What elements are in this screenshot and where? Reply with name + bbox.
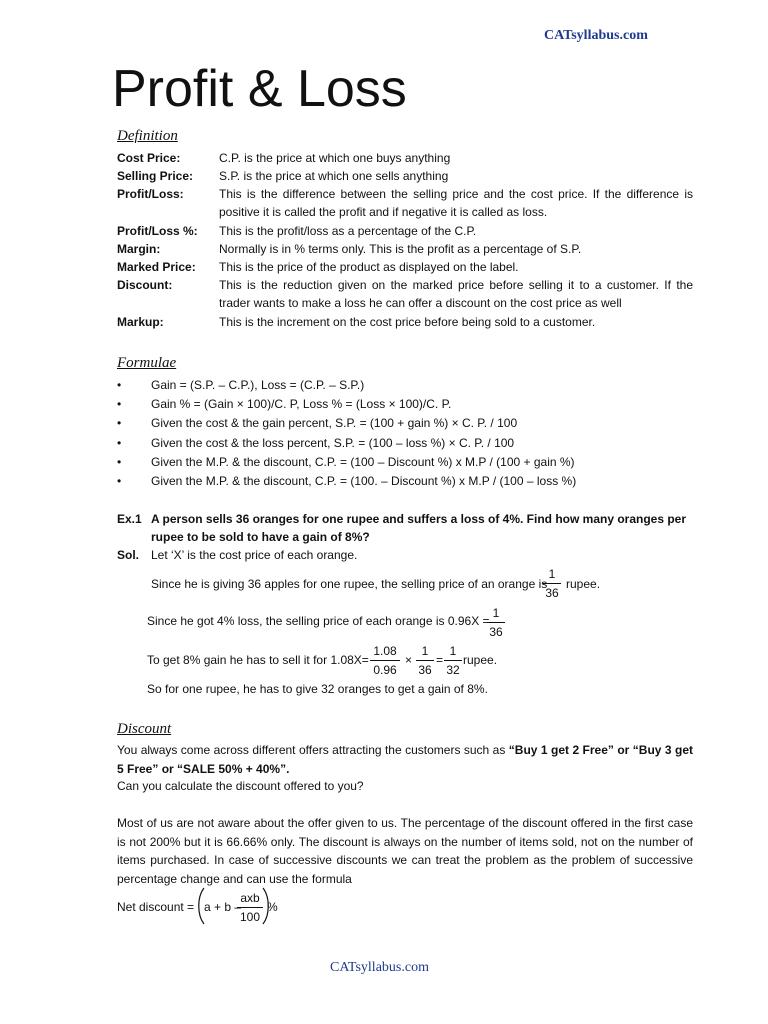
discount-paragraph-2: Most of us are not aware about the offer given to us. The percentage of the discount offered in the first case is not 200% but it is 66.66% only. The discount is always on the number of items sold, not on the number of items purchased. In case of successive discounts we can treat the problem as the problem of successive percentage change and can use the formula bbox=[117, 816, 693, 886]
fraction-denominator: 0.96 bbox=[373, 663, 397, 677]
percent-symbol: % bbox=[267, 900, 278, 914]
term-profit-loss-percent: Profit/Loss %: bbox=[117, 224, 198, 238]
equals-symbol: = bbox=[436, 653, 444, 667]
bullet-icon: • bbox=[117, 474, 122, 488]
site-header-link[interactable]: CATsyllabus.com bbox=[544, 28, 648, 43]
bullet-icon: • bbox=[117, 416, 122, 430]
site-footer-link[interactable]: CATsyllabus.com bbox=[330, 960, 429, 975]
fraction-numerator: axb bbox=[237, 891, 263, 908]
fraction-numerator: 1.08 bbox=[370, 644, 400, 661]
formula-text: Given the M.P. & the discount, C.P. = (100. – Discount %) x M.P / (100 – loss %) bbox=[151, 474, 577, 488]
formula-item bbox=[117, 472, 576, 491]
bullet-icon: • bbox=[117, 455, 122, 469]
net-discount-expression: a + b – bbox=[204, 900, 242, 914]
solution-step3: To get 8% gain he has to sell it for 1.08X= bbox=[147, 653, 369, 667]
discount-offers-text: “Buy 1 get 2 Free” or “Buy 3 get 5 Free” or “SALE 50% + 40%”. bbox=[117, 743, 693, 776]
formula-text: Given the cost & the loss percent, S.P. = (100 – loss %) × C. P. / 100 bbox=[151, 436, 515, 450]
formula-text: Gain = (S.P. – C.P.), Loss = (C.P. – S.P.) bbox=[151, 378, 365, 392]
fraction-one-over-36 bbox=[416, 644, 434, 677]
example-question-line2: rupee to be sold to have a gain of 8%? bbox=[151, 530, 370, 544]
page-title: Profit & Loss bbox=[112, 60, 407, 118]
discount-paragraph-1 bbox=[117, 741, 693, 778]
formula-item bbox=[117, 453, 575, 472]
desc-profit-loss: This is the difference between the selling price and the cost price. If the difference is positive it is called the profit and if negative it is called as loss. bbox=[219, 187, 693, 220]
discount-intro-text: You always come across different offers attracting the customers such as bbox=[117, 743, 509, 757]
times-symbol: × bbox=[405, 653, 413, 667]
fraction-numerator: 1 bbox=[416, 644, 434, 661]
bullet-icon: • bbox=[117, 378, 122, 392]
formula-item bbox=[117, 395, 451, 414]
fraction-108-over-096 bbox=[370, 644, 400, 677]
term-profit-loss: Profit/Loss: bbox=[117, 187, 184, 201]
term-margin: Margin: bbox=[117, 242, 161, 256]
term-markup: Markup: bbox=[117, 315, 164, 329]
desc-profit-loss-percent: This is the profit/loss as a percentage of the C.P. bbox=[219, 224, 477, 238]
fraction-numerator: 1 bbox=[487, 606, 505, 623]
desc-markup: This is the increment on the cost price before being sold to a customer. bbox=[219, 315, 596, 329]
example-label: Ex.1 bbox=[117, 512, 142, 526]
example-question-line1: A person sells 36 oranges for one rupee and suffers a loss of 4%. Find how many oranges per bbox=[151, 512, 687, 526]
term-cost-price: Cost Price: bbox=[117, 151, 181, 165]
formula-item bbox=[117, 376, 364, 395]
solution-step2: Since he got 4% loss, the selling price of each orange is 0.96X = bbox=[147, 614, 490, 628]
fraction-one-over-36 bbox=[487, 606, 505, 639]
fraction-axb-over-100 bbox=[237, 891, 263, 924]
fraction-denominator: 36 bbox=[545, 586, 559, 600]
formula-text: Gain % = (Gain × 100)/C. P, Loss % = (Loss × 100)/C. P. bbox=[151, 397, 452, 411]
desc-selling-price: S.P. is the price at which one sells anything bbox=[219, 169, 449, 183]
fraction-numerator: 1 bbox=[444, 644, 462, 661]
term-marked-price: Marked Price: bbox=[117, 260, 196, 274]
bullet-icon: • bbox=[117, 397, 122, 411]
solution-step1-suffix: rupee. bbox=[566, 577, 601, 591]
term-selling-price: Selling Price: bbox=[117, 169, 194, 183]
net-discount-label: Net discount = bbox=[117, 900, 195, 914]
formula-text: Given the M.P. & the discount, C.P. = (100 – Discount %) x M.P / (100 + gain %) bbox=[151, 455, 575, 469]
solution-step1: Since he is giving 36 apples for one rupee, the selling price of an orange is bbox=[151, 577, 548, 591]
fraction-denominator: 32 bbox=[446, 663, 460, 677]
formula-text: Given the cost & the gain percent, S.P. = (100 + gain %) × C. P. / 100 bbox=[151, 416, 518, 430]
solution-label: Sol. bbox=[117, 548, 140, 562]
desc-discount: This is the reduction given on the marked price before selling it to a customer. If the trader wants to make a loss he can offer a discount on the cost price as well bbox=[219, 278, 693, 311]
definition-heading: Definition bbox=[117, 128, 178, 144]
formula-item bbox=[117, 434, 514, 453]
fraction-one-over-32 bbox=[444, 644, 462, 677]
solution-step4: So for one rupee, he has to give 32 oranges to get a gain of 8%. bbox=[147, 682, 488, 696]
discount-heading: Discount bbox=[117, 721, 172, 737]
desc-cost-price: C.P. is the price at which one buys anything bbox=[219, 151, 451, 165]
fraction-denominator: 100 bbox=[239, 910, 261, 924]
desc-margin: Normally is in % terms only. This is the profit as a percentage of S.P. bbox=[219, 242, 582, 256]
fraction-denominator: 36 bbox=[418, 663, 432, 677]
bullet-icon: • bbox=[117, 436, 122, 450]
solution-line1: Let ‘X’ is the cost price of each orange. bbox=[151, 548, 358, 562]
fraction-numerator: 1 bbox=[543, 567, 561, 584]
formulae-heading: Formulae bbox=[117, 355, 177, 371]
formula-item bbox=[117, 414, 517, 433]
fraction-one-over-36 bbox=[543, 567, 561, 600]
fraction-denominator: 36 bbox=[489, 625, 503, 639]
discount-question: Can you calculate the discount offered to you? bbox=[117, 779, 364, 793]
term-discount: Discount: bbox=[117, 278, 173, 292]
desc-marked-price: This is the price of the product as displayed on the label. bbox=[219, 260, 519, 274]
solution-step3-suffix: rupee. bbox=[463, 653, 498, 667]
